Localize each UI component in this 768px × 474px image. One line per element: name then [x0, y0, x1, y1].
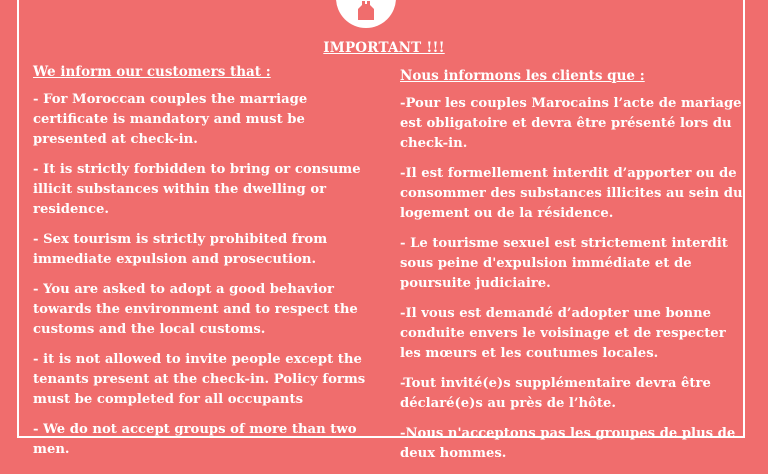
english-item: - You are asked to adopt a good behavior towards the environment and to respect the customs and the local customs.	[33, 282, 358, 337]
french-item: -Il vous est demandé d’adopter une bonne conduite envers le voisinage et de respecter les mœurs et les coutumes locales.	[400, 306, 726, 361]
french-item: -Tout invité(e)s supplémentaire devra être déclaré(e)s au près de l’hôte.	[400, 376, 711, 411]
english-heading: We inform our customers that :	[33, 64, 271, 80]
english-item: - Sex tourism is strictly prohibited from immediate expulsion and prosecution.	[33, 232, 328, 267]
warning-badge-icon	[355, 0, 377, 20]
french-item: -Il est formellement interdit d’apporter ou de consommer des substances illicites au sein du logement ou de la résidence.	[400, 166, 743, 221]
english-item: - It is strictly forbidden to bring or consume illicit substances within the dwelling or residence.	[33, 162, 361, 217]
english-item: - We do not accept groups of more than two men.	[33, 422, 357, 457]
page-title: IMPORTANT !!!	[323, 40, 445, 56]
english-item: - For Moroccan couples the marriage certificate is mandatory and must be presented at check-in.	[33, 92, 308, 147]
french-column	[400, 66, 750, 474]
french-heading: Nous informons les clients que :	[400, 68, 645, 84]
french-item: - Le tourisme sexuel est strictement interdit sous peine d'expulsion immédiate et de poursuite judiciaire.	[400, 236, 728, 291]
french-item: -Nous n'acceptons pas les groupes de plus de deux hommes.	[400, 426, 736, 461]
english-item: - it is not allowed to invite people except the tenants present at the check-in. Policy forms must be completed for all occupants	[33, 352, 366, 407]
english-column	[33, 62, 378, 470]
french-item: -Pour les couples Marocains l’acte de mariage est obligatoire et devra être présenté lors du check-in.	[400, 96, 742, 151]
